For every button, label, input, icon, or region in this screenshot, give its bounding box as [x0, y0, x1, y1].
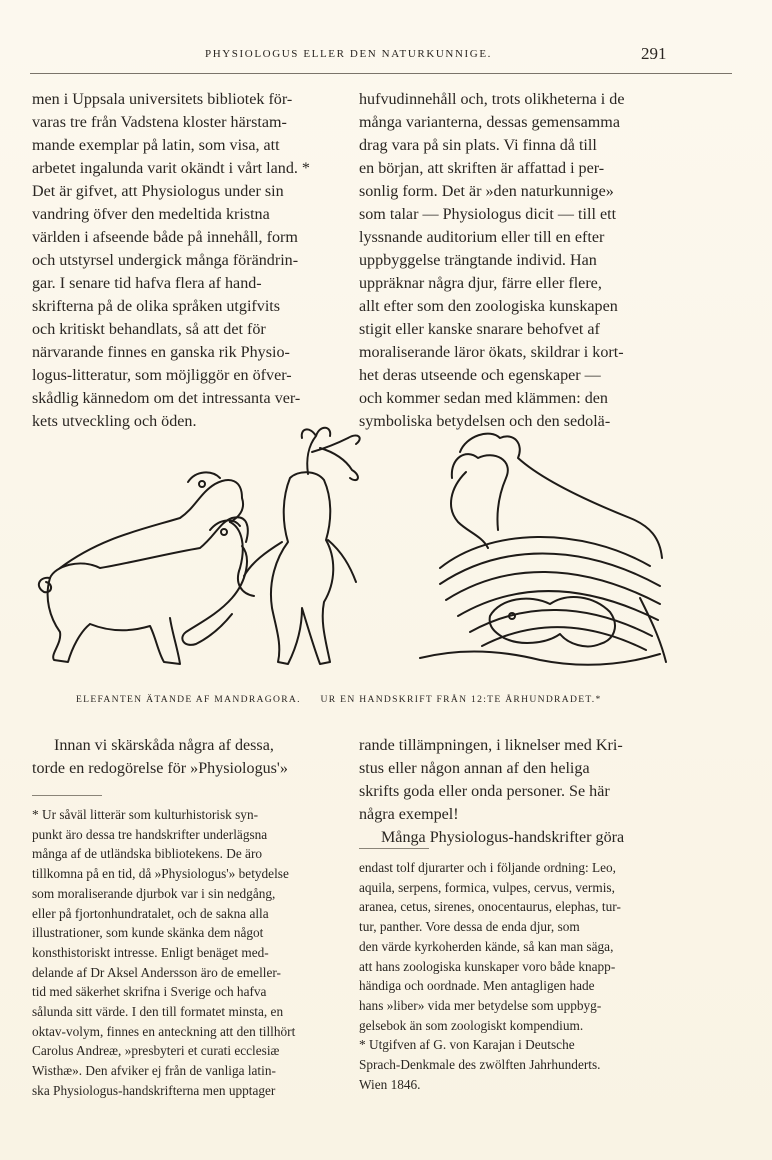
footnote-rule [32, 795, 102, 796]
text-line: men i Uppsala universitets bibliotek för- [32, 91, 293, 108]
page-number: 291 [641, 44, 667, 63]
header-rule [30, 73, 732, 74]
text-line: skrifterna på de olika språken utgifvits [32, 298, 281, 315]
text-line: världen i afseende både på innehåll, form [32, 229, 298, 246]
text-line: som talar — Physiologus dicit — till ett [359, 206, 617, 223]
footnote-line: * Ur såväl litterär som kulturhistorisk syn- [32, 807, 259, 822]
mandragora-arms [244, 540, 356, 582]
footnote-line: tur, panther. Vore dessa de enda djur, som [359, 919, 580, 935]
text-line: symboliska betydelsen och den sedolä- [359, 413, 611, 430]
top-left-column [32, 88, 342, 433]
running-header: PHYSIOLOGUS ELLER DEN NATURKUNNIGE. [205, 48, 492, 60]
text-line: stigit eller kanske snarare behofvet af [359, 321, 600, 338]
footnote-line: som moraliserande djurbok var i sin nedgång, [32, 885, 276, 901]
text-line: hufvudinnehåll och, trots olikheterna i de [359, 91, 625, 108]
footnote-line: Wisthæ». Den afviker ej från de vanliga latin- [32, 1063, 276, 1079]
text-line: uppräknar några djur, färre eller flere, [359, 275, 602, 292]
footnote-line: hans »liber» vida mer betydelse som uppbyg- [359, 997, 602, 1013]
footnote-line: oktav-volym, finnes en anteckning att den tillhört [32, 1023, 296, 1039]
footnote-line: aranea, cetus, sirenes, onocentaurus, elephas, tur- [359, 899, 621, 915]
footnote-line: många af de utländska bibliotekens. De äro [32, 846, 263, 862]
footnote-right [359, 858, 667, 1094]
text-line: och kritiskt behandlats, så att det för [32, 321, 266, 338]
footnote-left [32, 805, 338, 1101]
text-line: och utstyrsel undergick många förändrin- [32, 252, 299, 269]
footnote-line: aquila, serpens, formica, vulpes, cervus, vermis, [359, 879, 615, 895]
text-line: mande exemplar på latin, som visa, att [32, 137, 280, 154]
footnote-line: händiga och oordnade. Men antagligen hade [359, 978, 595, 994]
front-elephant-trunk [182, 546, 247, 645]
back-elephant-eye [199, 481, 205, 487]
text-line: drag vara på sin plats. Vi finna då till [359, 137, 597, 154]
right-elephant-trunk [451, 472, 488, 548]
footnote-line: konsthistoriskt intresse. Enligt benäget med- [32, 944, 269, 960]
lion-figure [490, 597, 615, 646]
text-line: närvarande finnes en ganska rik Physio- [32, 344, 290, 361]
text-line: moraliserande läror ökats, skildrar i kort- [359, 344, 624, 361]
right-elephant-lower [452, 454, 508, 530]
water-waves [440, 537, 660, 650]
footnote-line: gelsebok än som zoologiskt kompendium. [359, 1017, 584, 1033]
footnote-line: endast tolf djurarter och i följande ordning: Leo, [359, 860, 616, 875]
footnote-line: den värde kyrkoherden kände, så kan man säga, [359, 938, 614, 954]
text-line: logus-litteratur, som möjliggör en öfver- [32, 367, 292, 384]
text-line: varas tre från Vadstena kloster härstam- [32, 114, 287, 131]
text-line: en början, att skriften är affattad i per- [359, 160, 605, 177]
caption-title: ELEFANTEN ÄTANDE AF MANDRAGORA. [76, 694, 301, 705]
front-elephant-eye [221, 529, 227, 535]
footnote-line: tillkomna på en tid, då »Physiologus'» betydelse [32, 866, 289, 882]
text-line: gar. I senare tid hafva flera af hand- [32, 275, 262, 292]
text-line: arbetet ingalunda varit okändt i vårt land. * [32, 160, 310, 177]
text-line: rande tillämpningen, i liknelser med Kri- [359, 737, 623, 754]
bottom-right-column [359, 734, 665, 849]
text-line: många varianterna, dessas gemensamma [359, 114, 620, 131]
footnote-line: delande af Dr Aksel Andersson äro de emeller- [32, 964, 281, 980]
text-line: stus eller någon annan af den heliga [359, 760, 590, 777]
footnote-line: Sprach-Denkmale des zwölften Jahrhunderts. [359, 1057, 601, 1073]
text-line: skådlig kännedom om det intressanta ver- [32, 390, 301, 407]
right-elephant-upper [460, 434, 662, 558]
text-line: kets utveckling och öden. [32, 413, 197, 430]
elephant-mandragora-illustration [20, 418, 670, 686]
text-line: Det är gifvet, att Physiologus under sin [32, 183, 284, 200]
footnote-rule [359, 848, 429, 849]
text-line: allt efter som den zoologiska kunskapen [359, 298, 618, 315]
text-line: några exempel! [359, 806, 459, 823]
text-line: skrifts goda eller onda personer. Se här [359, 783, 610, 800]
caption-source: UR EN HANDSKRIFT FRÅN 12:TE ÅRHUNDRADET.* [320, 694, 602, 705]
text-line: Många Physiologus-handskrifter göra [381, 829, 625, 846]
footnote-line: ska Physiologus-handskrifterna men upptager [32, 1082, 276, 1098]
text-line: sonlig form. Det är »den naturkunnige» [359, 183, 614, 200]
top-right-column [359, 88, 665, 433]
text-line: torde en redogörelse för »Physiologus'» [32, 760, 288, 777]
bottom-left-column [32, 734, 338, 780]
footnote-line: tid med säkerhet skrifna i Sverige och hafva [32, 984, 267, 1000]
text-line: lyssnande auditorium eller till en efter [359, 229, 605, 246]
footnote-line: att hans zoologiska kunskaper voro både knapp- [359, 958, 616, 974]
footnote-line: punkt äro dessa tre handskrifter underlägsna [32, 826, 268, 842]
illustration-caption [76, 694, 618, 705]
front-elephant-legs [48, 578, 180, 664]
footnote-line: illustrationer, som kunde skänka dem något [32, 925, 264, 941]
footnote-line: Carolus Andreæ, »presbyteri et curati ecclesiæ [32, 1043, 280, 1059]
footnote-line: Wien 1846. [359, 1076, 421, 1092]
footnote-line: * Utgifven af G. von Karajan i Deutsche [359, 1037, 575, 1053]
mandragora-body [271, 472, 333, 664]
text-line: och kommer sedan med klämmen: den [359, 390, 608, 407]
footnote-line: sålunda sitt värde. I den till formatet minsta, en [32, 1004, 284, 1020]
text-line: het deras utseende och egenskaper — [359, 367, 601, 384]
text-line: vandring öfver den medeltida kristna [32, 206, 270, 223]
text-line: Innan vi skärskåda några af dessa, [54, 737, 274, 754]
footnote-line: eller på fjortonhundratalet, och de sakna alla [32, 905, 269, 921]
text-line: uppbyggelse trängtande individ. Han [359, 252, 597, 269]
